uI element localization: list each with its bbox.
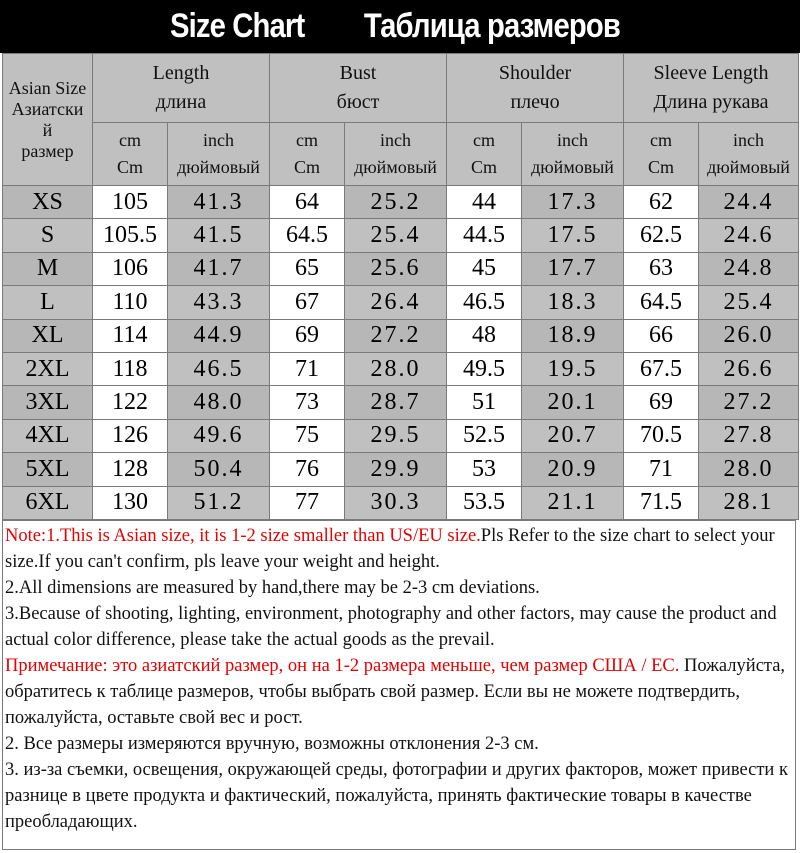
group-label-ru: плечо [510, 91, 560, 113]
cell-length-inch: 41.7 [168, 252, 270, 285]
cell-shoulder-cm: 53.5 [447, 486, 522, 519]
unit-line: inch [380, 130, 411, 150]
cell-length-inch: 48.0 [168, 386, 270, 419]
table-row [3, 219, 799, 252]
unit-cm-header [447, 123, 522, 186]
unit-line: Cm [116, 157, 143, 177]
cell-sleeve-cm: 67.5 [624, 352, 699, 385]
table-row [3, 352, 799, 385]
table-row [3, 386, 799, 419]
cell-shoulder-inch: 17.3 [522, 186, 624, 219]
cell-bust-inch: 30.3 [345, 486, 447, 519]
cell-sleeve-inch: 27.8 [699, 419, 799, 452]
header-row-groups [3, 54, 799, 123]
shoulder-header [447, 54, 624, 123]
unit-inch-header [345, 123, 447, 186]
cell-bust-inch: 26.4 [345, 286, 447, 319]
size-label: M [3, 252, 93, 285]
size-label: XS [3, 186, 93, 219]
note-en-3: 3.Because of shooting, lighting, environment, photography and other factors, may cause the product and actual color difference, please take the actual goods as the prevail. [5, 604, 777, 650]
note-ru-2: 2. Все размеры измеряются вручную, возможны отклонения 2-3 см. [5, 734, 539, 754]
title-russian: Таблица размеров [364, 7, 621, 45]
cell-length-inch: 43.3 [168, 286, 270, 319]
unit-cm-header [270, 123, 345, 186]
title-banner [0, 0, 800, 53]
unit-cm-header [93, 123, 168, 186]
cell-shoulder-cm: 45 [447, 252, 522, 285]
notes-section [2, 520, 796, 850]
cell-length-cm: 128 [93, 453, 168, 486]
cell-shoulder-cm: 53 [447, 453, 522, 486]
cell-length-cm: 122 [93, 386, 168, 419]
corner-line: й [42, 119, 53, 140]
sleeve-length-header [624, 54, 799, 123]
cell-sleeve-cm: 62.5 [624, 219, 699, 252]
cell-bust-cm: 64.5 [270, 219, 345, 252]
cell-sleeve-cm: 69 [624, 386, 699, 419]
size-label: XL [3, 319, 93, 352]
unit-cm-header [624, 123, 699, 186]
unit-line: дюймовый [531, 157, 614, 177]
size-label: 2XL [3, 352, 93, 385]
group-label-en: Sleeve Length [653, 62, 769, 84]
cell-shoulder-cm: 51 [447, 386, 522, 419]
cell-shoulder-cm: 46.5 [447, 286, 522, 319]
cell-sleeve-cm: 62 [624, 186, 699, 219]
note-en-2: 2.All dimensions are measured by hand,there may be 2-3 cm deviations. [5, 578, 540, 598]
unit-line: cm [473, 130, 496, 150]
cell-sleeve-cm: 64.5 [624, 286, 699, 319]
group-label-ru: Длина рукава [653, 91, 769, 113]
cell-length-cm: 106 [93, 252, 168, 285]
cell-shoulder-inch: 21.1 [522, 486, 624, 519]
unit-line: cm [119, 130, 141, 150]
cell-length-inch: 41.3 [168, 186, 270, 219]
cell-bust-cm: 76 [270, 453, 345, 486]
unit-line: Cm [293, 157, 320, 177]
cell-shoulder-inch: 18.3 [522, 286, 624, 319]
cell-bust-cm: 75 [270, 419, 345, 452]
cell-length-inch: 50.4 [168, 453, 270, 486]
cell-bust-inch: 29.9 [345, 453, 447, 486]
unit-line: inch [557, 130, 589, 150]
group-label-ru: длина [155, 91, 207, 113]
table-row [3, 252, 799, 285]
table-row [3, 319, 799, 352]
size-label: 4XL [3, 419, 93, 452]
cell-shoulder-cm: 52.5 [447, 419, 522, 452]
unit-line: дюймовый [354, 157, 437, 177]
cell-bust-inch: 28.7 [345, 386, 447, 419]
table-row [3, 453, 799, 486]
cell-sleeve-inch: 24.6 [699, 219, 799, 252]
cell-sleeve-inch: 25.4 [699, 286, 799, 319]
cell-shoulder-cm: 44 [447, 186, 522, 219]
cell-length-cm: 105 [93, 186, 168, 219]
cell-bust-cm: 67 [270, 286, 345, 319]
unit-line: inch [203, 130, 234, 150]
unit-inch-header [699, 123, 799, 186]
group-label-ru: бюст [336, 91, 380, 113]
group-label-en: Length [152, 62, 210, 84]
size-rows [3, 186, 799, 520]
size-label: S [3, 219, 93, 252]
cell-shoulder-inch: 20.1 [522, 386, 624, 419]
note-en-1-text: Pls Refer to the size chart to select your size.If you can't confirm, pls leave your weight and height. [5, 526, 775, 572]
cell-length-cm: 114 [93, 319, 168, 352]
table-row [3, 419, 799, 452]
unit-line: inch [733, 130, 765, 150]
cell-shoulder-inch: 17.5 [522, 219, 624, 252]
group-label-en: Shoulder [498, 62, 572, 84]
size-label: L [3, 286, 93, 319]
unit-line: дюймовый [177, 157, 260, 177]
cell-length-inch: 49.6 [168, 419, 270, 452]
cell-shoulder-cm: 49.5 [447, 352, 522, 385]
cell-sleeve-inch: 24.8 [699, 252, 799, 285]
cell-length-cm: 130 [93, 486, 168, 519]
cell-shoulder-inch: 18.9 [522, 319, 624, 352]
note-ru-1-text: Пожалуйста, обратитесь к таблице размеров, чтобы выбрать свой размер. Если вы не можете подтвердить, пожалуйста, оставьте свой вес и рост. [5, 656, 786, 728]
cell-shoulder-inch: 20.9 [522, 453, 624, 486]
cell-shoulder-inch: 20.7 [522, 419, 624, 452]
cell-bust-inch: 25.4 [345, 219, 447, 252]
cell-sleeve-cm: 71 [624, 453, 699, 486]
cell-sleeve-cm: 71.5 [624, 486, 699, 519]
length-header [93, 54, 270, 123]
cell-sleeve-inch: 28.1 [699, 486, 799, 519]
cell-length-cm: 105.5 [93, 219, 168, 252]
cell-sleeve-inch: 28.0 [699, 453, 799, 486]
group-label-en: Bust [339, 62, 377, 84]
table-row [3, 286, 799, 319]
cell-bust-cm: 71 [270, 352, 345, 385]
cell-sleeve-inch: 26.0 [699, 319, 799, 352]
bust-header [270, 54, 447, 123]
note-en-1 [5, 523, 793, 575]
cell-sleeve-inch: 27.2 [699, 386, 799, 419]
unit-inch-header [522, 123, 624, 186]
cell-sleeve-cm: 63 [624, 252, 699, 285]
note-ru-3: 3. из-за съемки, освещения, окружающей среды, фотографии и других факторов, может привести к разнице в цвете продукта и фактический, пожалуйста, принять фактические товары в качестве преобладающих. [5, 760, 788, 832]
table-row [3, 186, 799, 219]
cell-length-inch: 44.9 [168, 319, 270, 352]
unit-line: дюймовый [707, 157, 790, 177]
cell-bust-inch: 25.6 [345, 252, 447, 285]
unit-line: Cm [648, 157, 675, 177]
cell-sleeve-cm: 70.5 [624, 419, 699, 452]
cell-length-inch: 46.5 [168, 352, 270, 385]
cell-length-cm: 118 [93, 352, 168, 385]
cell-bust-inch: 28.0 [345, 352, 447, 385]
cell-shoulder-cm: 48 [447, 319, 522, 352]
cell-bust-inch: 25.2 [345, 186, 447, 219]
note-ru-1 [5, 653, 793, 731]
unit-line: Cm [471, 157, 498, 177]
cell-length-cm: 126 [93, 419, 168, 452]
size-label: 3XL [3, 386, 93, 419]
title-english: Size Chart [169, 7, 305, 45]
unit-inch-header [168, 123, 270, 186]
cell-bust-cm: 77 [270, 486, 345, 519]
cell-sleeve-inch: 24.4 [699, 186, 799, 219]
asian-size-header [3, 54, 93, 186]
cell-length-cm: 110 [93, 286, 168, 319]
cell-bust-inch: 27.2 [345, 319, 447, 352]
cell-bust-inch: 29.5 [345, 419, 447, 452]
unit-line: cm [650, 130, 673, 150]
cell-shoulder-inch: 17.7 [522, 252, 624, 285]
cell-bust-cm: 64 [270, 186, 345, 219]
cell-length-inch: 51.2 [168, 486, 270, 519]
corner-line: размер [21, 140, 74, 161]
note-ru-1-warning: Примечание: это азиатский размер, он на 1-2 размера меньше, чем размер США / ЕС. [5, 656, 680, 676]
cell-shoulder-cm: 44.5 [447, 219, 522, 252]
size-chart-table [2, 53, 799, 520]
cell-sleeve-cm: 66 [624, 319, 699, 352]
cell-bust-cm: 65 [270, 252, 345, 285]
corner-line: Asian Size [8, 77, 87, 98]
cell-bust-cm: 73 [270, 386, 345, 419]
header-row-units [3, 123, 799, 186]
table-row [3, 486, 799, 519]
corner-line: Азиатски [11, 98, 84, 119]
size-label: 5XL [3, 453, 93, 486]
cell-shoulder-inch: 19.5 [522, 352, 624, 385]
note-en-1-warning: Note:1.This is Asian size, it is 1-2 size smaller than US/EU size. [5, 526, 481, 546]
cell-sleeve-inch: 26.6 [699, 352, 799, 385]
cell-bust-cm: 69 [270, 319, 345, 352]
size-label: 6XL [3, 486, 93, 519]
cell-length-inch: 41.5 [168, 219, 270, 252]
unit-line: cm [296, 130, 318, 150]
